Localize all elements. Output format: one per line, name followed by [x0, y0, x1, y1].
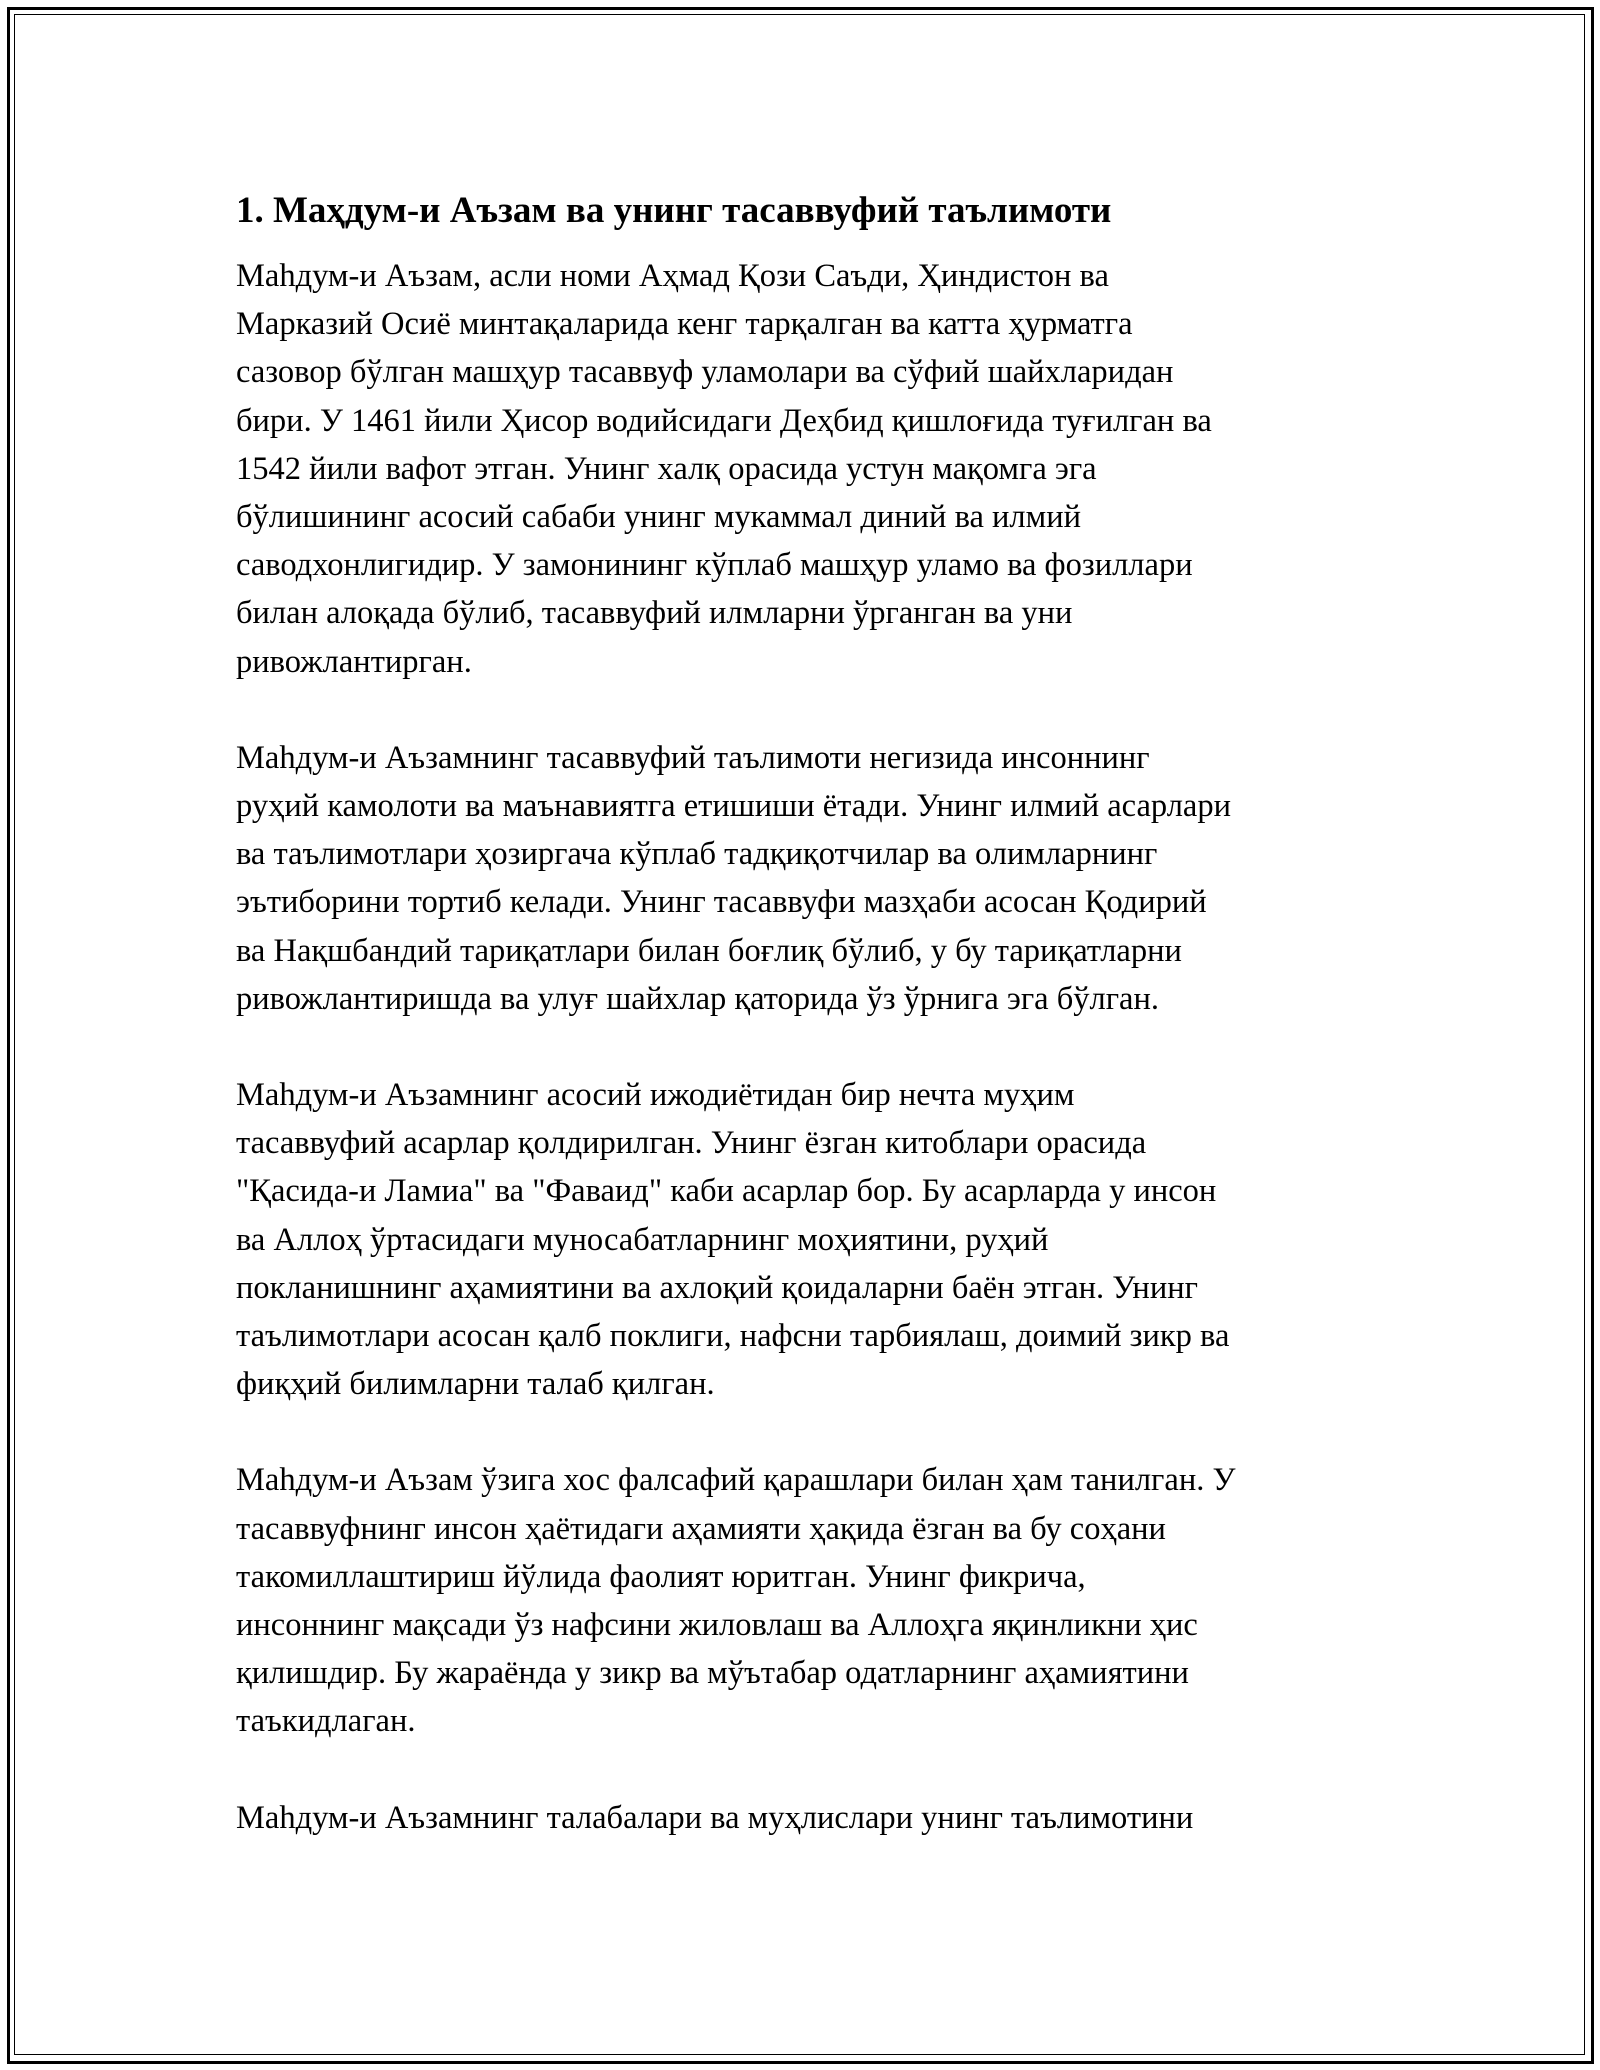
paragraph-4 — [236, 1456, 1376, 1745]
paragraph-1 — [236, 252, 1376, 686]
paragraph-line: саводхонлигидир. У замонининг кўплаб машҳур уламо ва фозиллари — [236, 547, 1193, 584]
paragraph-line: тасаввуфий асарлар қолдирилган. Унинг ёзган китоблари орасида — [236, 1125, 1147, 1162]
paragraph-line: эътиборини тортиб келади. Унинг тасаввуфи мазҳаби асосан Қодирий — [236, 884, 1207, 921]
paragraph-line: Maһдум-и Аъзамнинг талабалари ва муҳлислари унинг таълимотини — [236, 1799, 1194, 1836]
paragraph-line: ривожлантирган. — [236, 643, 472, 680]
paragraph-line: Maһдум-и Аъзамнинг асосий ижодиётидан бир нечта муҳим — [236, 1077, 1075, 1114]
paragraph-line: тасаввуфнинг инсон ҳаётидаги аҳамияти ҳақида ёзган ва бу соҳани — [236, 1510, 1166, 1547]
paragraph-line: Maһдум-и Аъзам, асли номи Аҳмад Қози Саъди, Ҳиндистон ва — [236, 258, 1109, 294]
paragraph-line: ривожлантиришда ва улуғ шайхлар қаторида ўз ўрнига эга бўлган. — [236, 980, 1159, 1017]
paragraph-2 — [236, 734, 1376, 1023]
paragraph-line: таъкидлаган. — [236, 1703, 416, 1740]
paragraph-line: бири. У 1461 йили Ҳисор водийсидаги Деҳбид қишлоғида туғилган ва — [236, 402, 1212, 439]
paragraph-line: Марказий Осиё минтақаларида кенг тарқалган ва катта ҳурматга — [236, 306, 1133, 343]
paragraph-line: бўлишининг асосий сабаби унинг мукаммал диний ва илмий — [236, 499, 1081, 536]
paragraph-line: такомиллаштириш йўлида фаолият юритган. Унинг фикрича, — [236, 1558, 1086, 1595]
paragraph-line: ва Нақшбандий тариқатлари билан боғлиқ бўлиб, у бу тариқатларни — [236, 932, 1182, 969]
paragraph-3 — [236, 1071, 1376, 1408]
paragraph-line: фиқҳий билимларни талаб қилган. — [236, 1366, 715, 1403]
paragraph-line: ва Аллоҳ ўртасидаги муносабатларнинг моҳиятини, руҳий — [236, 1221, 1049, 1258]
paragraph-line: Maһдум-и Аъзам ўзига хос фалсафий қарашлари билан ҳам танилган. У — [236, 1462, 1236, 1499]
paragraph-line: покланишнинг аҳамиятини ва ахлоқий қоидаларни баён этган. Унинг — [236, 1269, 1198, 1306]
paragraph-line: инсоннинг мақсади ўз нафсини жиловлаш ва Аллоҳга яқинликни ҳис — [236, 1607, 1198, 1644]
document-body — [236, 188, 1376, 1890]
paragraph-line: ва таълимотлари ҳозиргача кўплаб тадқиқотчилар ва олимларнинг — [236, 836, 1158, 873]
paragraph-line: 1542 йили вафот этган. Унинг халқ орасида устун мақомга эга — [236, 450, 1097, 487]
paragraph-line: "Қасида-и Ламиа" ва "Фаваид" каби асарлар бор. Бу асарларда у инсон — [236, 1173, 1217, 1210]
paragraph-line: билан алоқада бўлиб, тасаввуфий илмларни ўрганган ва уни — [236, 595, 1073, 632]
paragraph-line: руҳий камолоти ва маънавиятга етишиши ётади. Унинг илмий асарлари — [236, 788, 1231, 825]
paragraph-line: Maһдум-и Аъзамнинг тасаввуфий таълимоти негизида инсоннинг — [236, 739, 1150, 776]
paragraph-line: қилишдир. Бу жараёнда у зикр ва мўътабар одатларнинг аҳамиятини — [236, 1655, 1189, 1692]
paragraph-5 — [236, 1794, 1376, 1842]
paragraph-line: сазовор бўлган машҳур тасаввуф уламолари ва сўфий шайхларидан — [236, 354, 1174, 391]
section-heading: 1. Маҳдум-и Аъзам ва унинг тасаввуфий таълимоти — [236, 190, 1112, 231]
paragraph-line: таълимотлари асосан қалб поклиги, нафсни тарбиялаш, доимий зикр ва — [236, 1318, 1230, 1355]
